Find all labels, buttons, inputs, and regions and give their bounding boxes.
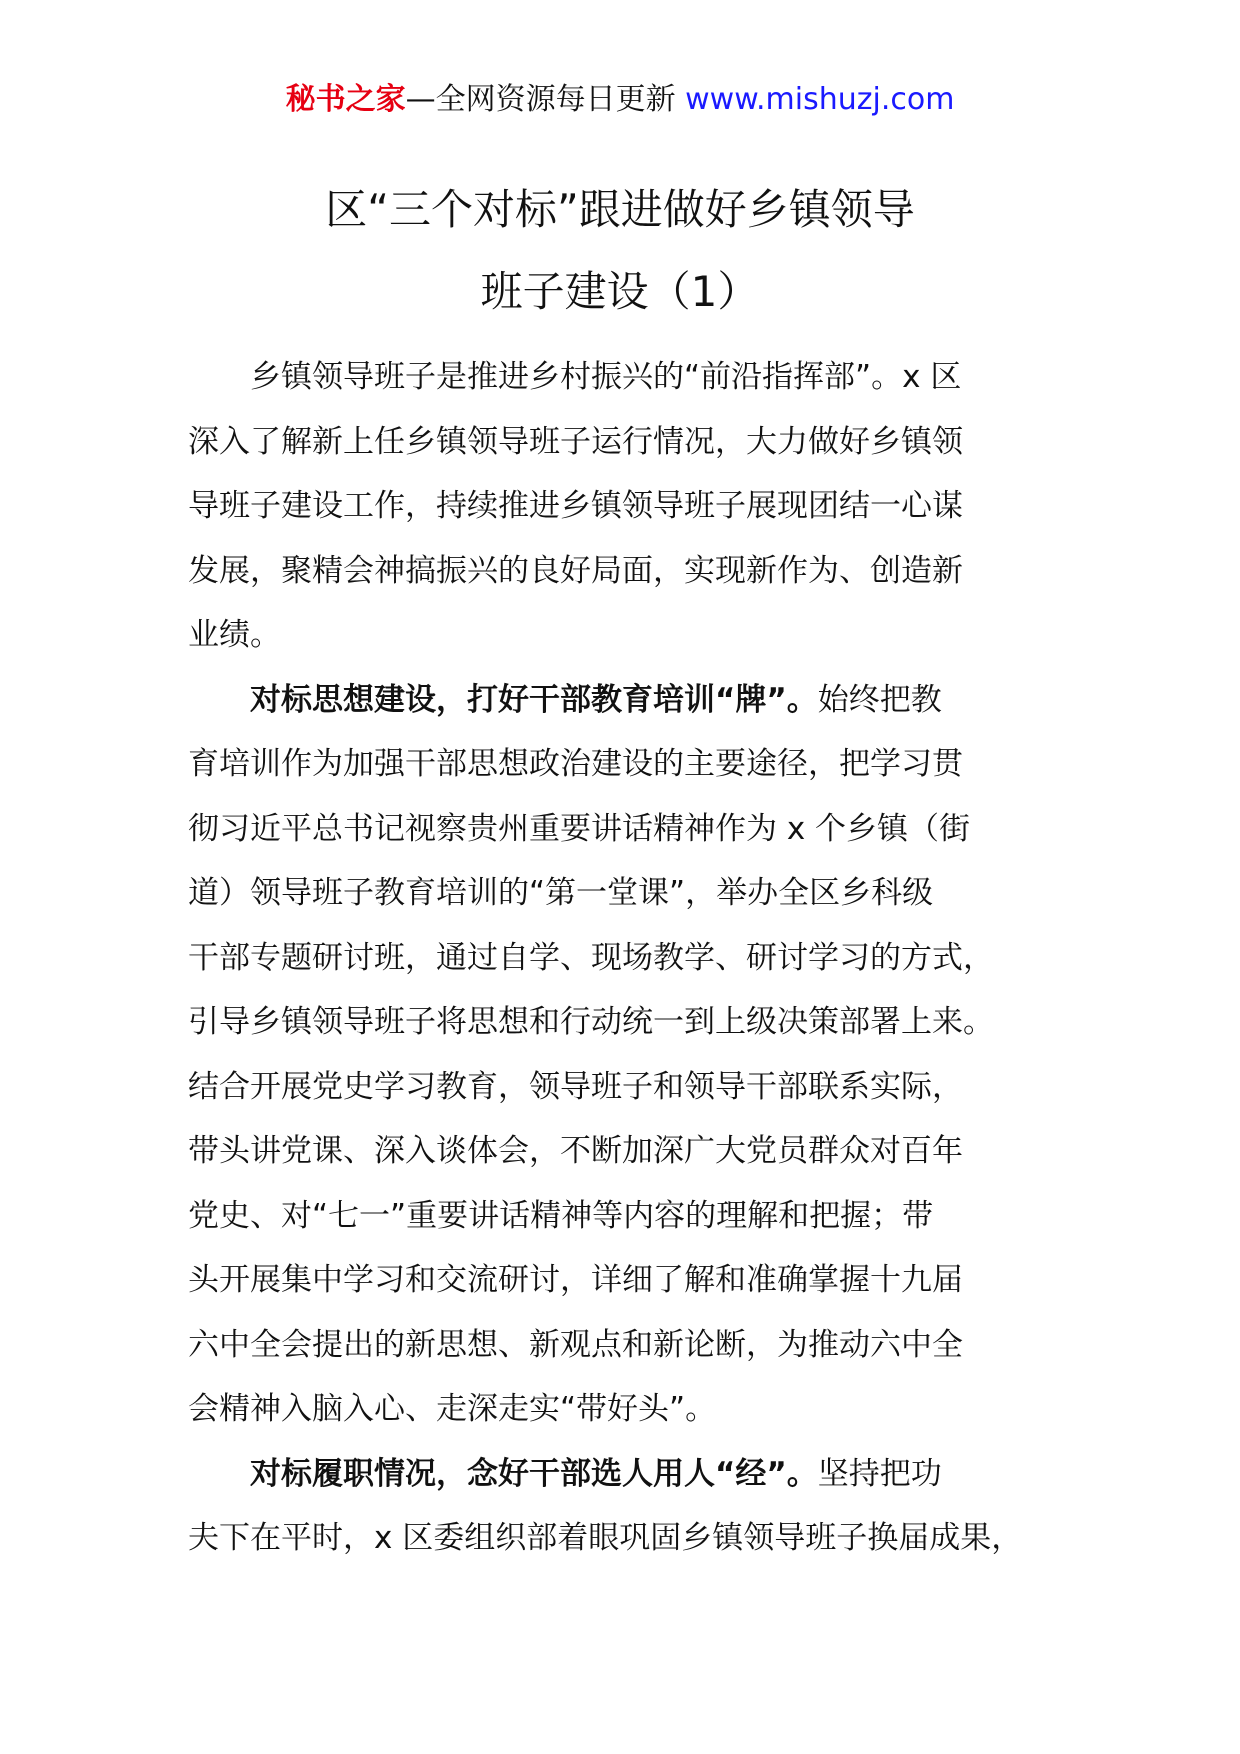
document-title-line-1: 区“三个对标”跟进做好乡镇领导 <box>325 185 915 234</box>
paragraph-2-line: 会精神入脑入心、走深走实“带好头”。 <box>188 1391 717 1427</box>
paragraph-1-line: 深入了解新上任乡镇领导班子运行情况，大力做好乡镇领 <box>188 423 963 460</box>
paragraph-1-line: 乡镇领导班子是推进乡村振兴的“前沿指挥部”。x 区 <box>250 359 962 395</box>
document-title-line-2: 班子建设（1） <box>480 267 760 316</box>
paragraph-3-line: 夫下在平时，x 区委组织部着眼巩固乡镇领导班子换届成果， <box>188 1520 1023 1556</box>
paragraph-2-line: 引导乡镇领导班子将思想和行动统一到上级决策部署上来。 <box>188 1004 994 1040</box>
paragraph-2-line: 彻习近平总书记视察贵州重要讲话精神作为 x 个乡镇（街 <box>188 810 971 847</box>
document-body <box>188 345 1088 1571</box>
paragraph-2-line: 干部专题研讨班，通过自学、现场教学、研讨学习的方式， <box>188 939 994 976</box>
paragraph-3-lead: 坚持把功 <box>817 1455 942 1492</box>
paragraph-1-line: 发展，聚精会神搞振兴的良好局面，实现新作为、创造新 <box>188 552 963 589</box>
paragraph-2-heading: 对标思想建设，打好干部教育培训“牌”。 <box>250 681 818 718</box>
paragraph-2-line: 带头讲党课、深入谈体会，不断加深广大党员群众对百年 <box>188 1133 963 1169</box>
brand-name: 秘书之家 <box>285 82 406 117</box>
paragraph-2-line: 道）领导班子教育培训的“第一堂课”，举办全区乡科级 <box>188 875 934 911</box>
paragraph-1-line: 业绩。 <box>188 617 281 653</box>
paragraph-1-line: 导班子建设工作，持续推进乡镇领导班子展现团结一心谋 <box>188 488 963 524</box>
site-url-link[interactable]: www.mishuzj.com <box>685 82 955 117</box>
header-tagline: —全网资源每日更新 <box>405 82 676 117</box>
paragraph-2-line: 育培训作为加强干部思想政治建设的主要途径，把学习贯 <box>188 746 963 782</box>
paragraph-2-lead: 始终把教 <box>817 681 942 718</box>
paragraph-2-line: 六中全会提出的新思想、新观点和新论断，为推动六中全 <box>188 1326 963 1363</box>
paragraph-2-line: 党史、对“七一”重要讲话精神等内容的理解和把握；带 <box>188 1197 934 1234</box>
paragraph-2-line: 头开展集中学习和交流研讨，详细了解和准确掌握十九届 <box>188 1262 963 1298</box>
paragraph-2-line: 结合开展党史学习教育，领导班子和领导干部联系实际， <box>188 1068 963 1105</box>
paragraph-3-first-line <box>188 1442 1088 1507</box>
paragraph-2-first-line <box>188 668 1088 733</box>
paragraph-3-heading: 对标履职情况，念好干部选人用人“经”。 <box>250 1455 818 1492</box>
site-header <box>0 80 1240 120</box>
